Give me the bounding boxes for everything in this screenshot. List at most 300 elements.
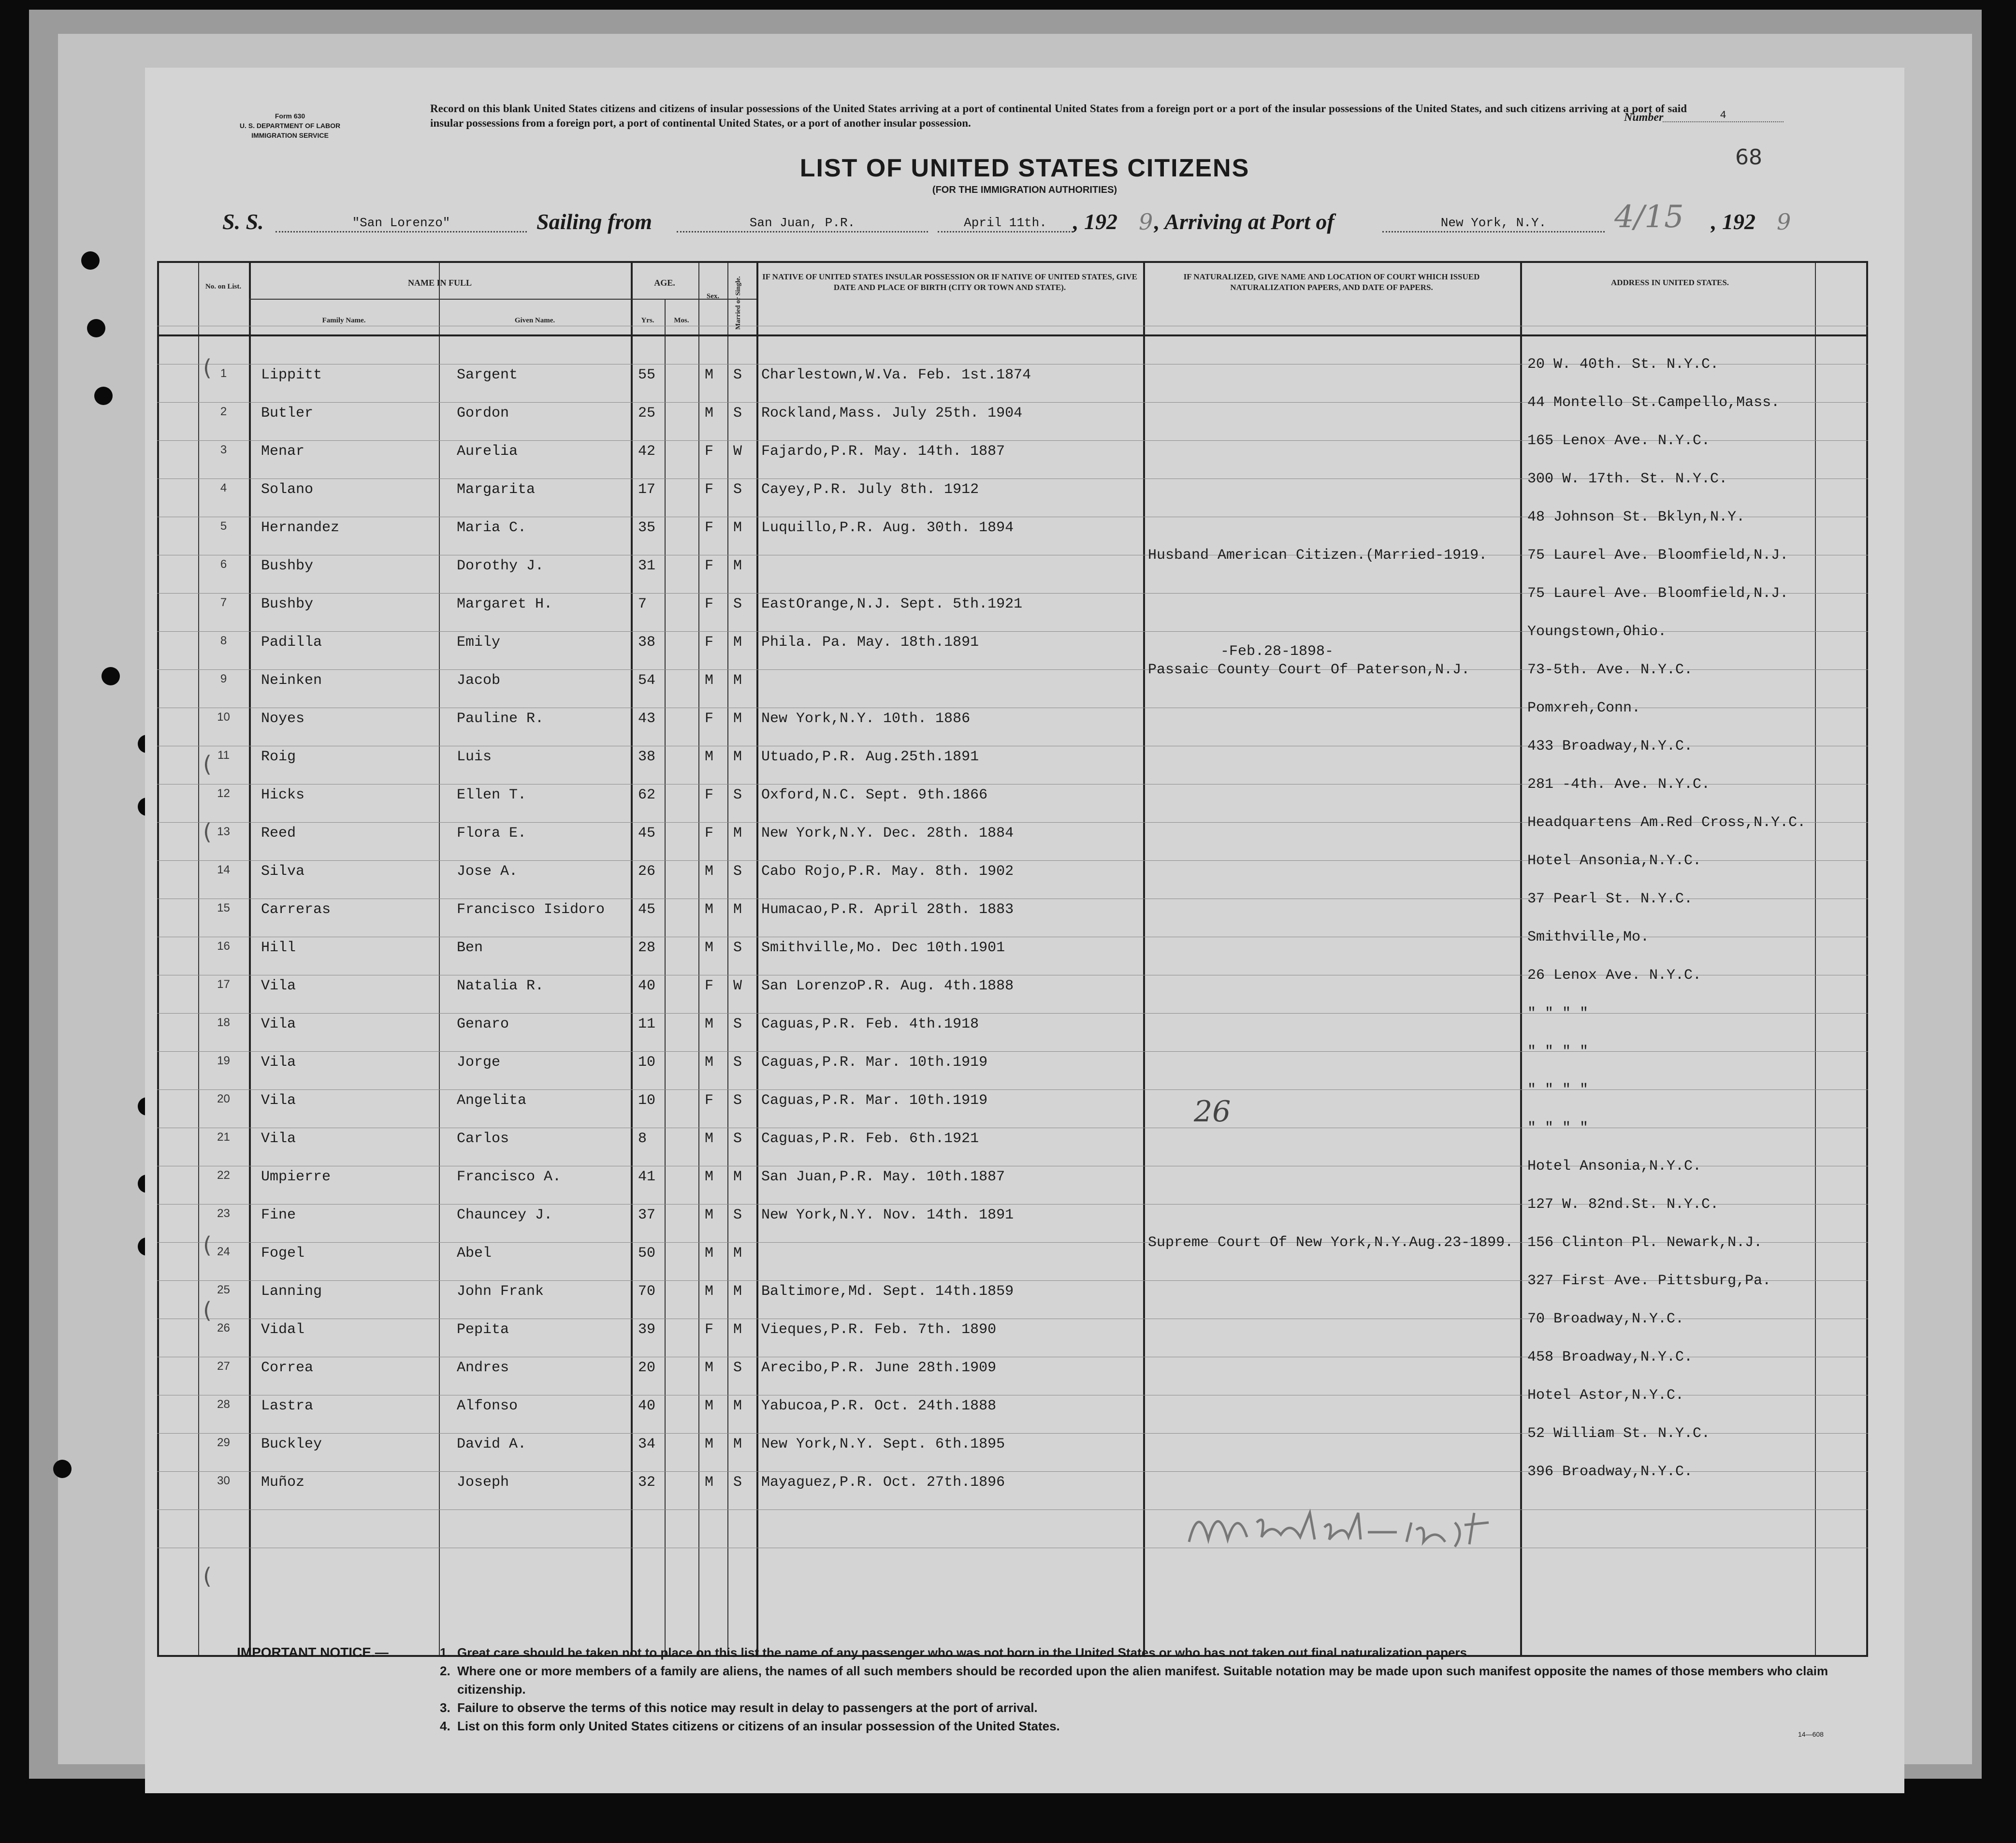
notice-item-text: Failure to observe the terms of this notice may result in delay to passengers at the port of arrival. — [457, 1700, 1038, 1715]
cell-addr: " " " " — [1527, 1044, 1589, 1060]
binder-hole — [87, 319, 105, 337]
cell-family: Hill — [261, 940, 296, 956]
cell-family: Vila — [261, 1131, 296, 1147]
cell-given: Jorge — [457, 1054, 501, 1071]
cell-ms: M — [733, 558, 742, 574]
cell-addr: 327 First Ave. Pittsburg,Pa. — [1527, 1273, 1771, 1289]
cell-yrs: 26 — [638, 863, 656, 880]
cell-no: 24 — [217, 1245, 230, 1258]
cell-addr: " " " " — [1527, 1082, 1589, 1098]
inspector-signature — [1184, 1494, 1503, 1556]
col-rule — [665, 299, 666, 1655]
header-address: ADDRESS IN UNITED STATES. — [1610, 278, 1729, 287]
header-bottom-rule — [157, 334, 1868, 336]
cell-addr: 20 W. 40th. St. N.Y.C. — [1527, 356, 1719, 373]
cell-given: Genaro — [457, 1016, 509, 1032]
cell-ms: M — [733, 711, 742, 727]
cell-ms: M — [733, 1283, 742, 1300]
cell-sex: F — [705, 711, 714, 727]
cell-no: 20 — [217, 1092, 230, 1105]
cell-no: 13 — [217, 825, 230, 838]
cell-family: Noyes — [261, 711, 305, 727]
year-digit-2: 9 — [1777, 209, 1791, 235]
col-rule — [698, 263, 699, 1655]
cell-ms: W — [733, 443, 742, 460]
sailing-port: San Juan, P.R. — [677, 216, 928, 232]
page-title: LIST OF UNITED STATES CITIZENS — [799, 154, 1250, 182]
cell-given: Ben — [457, 940, 483, 956]
service-name: IMMIGRATION SERVICE — [251, 131, 329, 139]
cell-family: Lanning — [261, 1283, 322, 1300]
cell-yrs: 50 — [638, 1245, 656, 1262]
cell-no: 26 — [217, 1321, 230, 1335]
cell-sex: M — [705, 672, 714, 689]
cell-no: 10 — [217, 711, 230, 724]
cell-birth: New York,N.Y. 10th. 1886 — [761, 711, 971, 727]
cell-no: 2 — [220, 405, 227, 418]
col-rule — [157, 263, 159, 1655]
passenger-table — [157, 261, 1868, 1657]
cell-birth: Caguas,P.R. Mar. 10th.1919 — [761, 1054, 988, 1071]
cell-no: 7 — [220, 596, 227, 609]
cell-sex: M — [705, 1169, 714, 1185]
cell-yrs: 45 — [638, 901, 656, 918]
cell-sex: F — [705, 978, 714, 994]
cell-birth: EastOrange,N.J. Sept. 5th.1921 — [761, 596, 1023, 612]
cell-addr: 48 Johnson St. Bklyn,N.Y. — [1527, 509, 1745, 525]
cell-no: 16 — [217, 940, 230, 953]
cell-ms: S — [733, 481, 742, 498]
cell-addr: 458 Broadway,N.Y.C. — [1527, 1349, 1693, 1365]
notice-item-number: 2. — [440, 1664, 450, 1678]
cell-birth: Utuado,P.R. Aug.25th.1891 — [761, 749, 979, 765]
cell-addr: 281 -4th. Ave. N.Y.C. — [1527, 776, 1711, 793]
cell-yrs: 35 — [638, 520, 656, 536]
ss-label: S. S. — [222, 209, 264, 234]
cell-yrs: 55 — [638, 367, 656, 383]
cell-family: Lastra — [261, 1398, 314, 1414]
header-no: No. on List. — [205, 283, 242, 290]
cell-family: Vila — [261, 1092, 296, 1109]
cell-ms: S — [733, 1474, 742, 1491]
cell-given: Chauncey J. — [457, 1207, 553, 1223]
cell-yrs: 40 — [638, 1398, 656, 1414]
cell-birth: New York,N.Y. Sept. 6th.1895 — [761, 1436, 1005, 1452]
form-identifier — [189, 111, 392, 140]
cell-given: Andres — [457, 1360, 509, 1376]
cell-no: 14 — [217, 863, 230, 876]
cell-addr: Hotel Ansonia,N.Y.C. — [1527, 853, 1702, 869]
cell-family: Muñoz — [261, 1474, 305, 1491]
cell-given: Maria C. — [457, 520, 527, 536]
cell-birth: Rockland,Mass. July 25th. 1904 — [761, 405, 1023, 421]
cell-yrs: 37 — [638, 1207, 656, 1223]
cell-sex: M — [705, 1016, 714, 1032]
cell-given: Gordon — [457, 405, 509, 421]
cell-nat: Passaic County Court Of Paterson,N.J. — [1148, 662, 1470, 678]
cell-ms: W — [733, 978, 742, 994]
cell-given: Flora E. — [457, 825, 527, 842]
cell-sex: F — [705, 596, 714, 612]
cell-nat: Supreme Court Of New York,N.Y.Aug.23-1899. — [1148, 1234, 1514, 1251]
cell-given: Jacob — [457, 672, 501, 689]
cell-no: 3 — [220, 443, 227, 456]
cell-given: Aurelia — [457, 443, 518, 460]
cell-addr: 37 Pearl St. N.Y.C. — [1527, 891, 1693, 907]
cell-no: 18 — [217, 1016, 230, 1029]
cell-family: Solano — [261, 481, 314, 498]
manifest-page — [145, 68, 1904, 1793]
cell-sex: M — [705, 405, 714, 421]
cell-addr: 44 Montello St.Campello,Mass. — [1527, 394, 1780, 411]
cell-ms: S — [733, 1054, 742, 1071]
cell-given: Francisco Isidoro — [457, 901, 605, 918]
cell-nat: Husband American Citizen.(Married-1919. — [1148, 547, 1488, 564]
cell-yrs: 10 — [638, 1092, 656, 1109]
cell-given: Abel — [457, 1245, 492, 1262]
cell-family: Bushby — [261, 558, 314, 574]
cell-family: Butler — [261, 405, 314, 421]
cell-family: Hernandez — [261, 520, 340, 536]
cell-given: Margarita — [457, 481, 536, 498]
cell-yrs: 17 — [638, 481, 656, 498]
cell-no: 17 — [217, 978, 230, 991]
cell-sex: M — [705, 1398, 714, 1414]
cell-addr: 300 W. 17th. St. N.Y.C. — [1527, 471, 1728, 487]
cell-family: Menar — [261, 443, 305, 460]
cell-given: Joseph — [457, 1474, 509, 1491]
cell-birth: Cabo Rojo,P.R. May. 8th. 1902 — [761, 863, 1014, 880]
col-rule — [249, 263, 251, 1655]
cell-sex: F — [705, 558, 714, 574]
cell-no: 1 — [220, 367, 227, 380]
header-age: AGE. — [654, 278, 675, 288]
number-value: 4 — [1663, 109, 1784, 122]
cell-sex: F — [705, 634, 714, 651]
cell-ms: S — [733, 1092, 742, 1109]
cell-ms: M — [733, 825, 742, 842]
cell-given: Luis — [457, 749, 492, 765]
notice-item-number: 1. — [440, 1645, 450, 1660]
notice-item-text: List on this form only United States citizens or citizens of an insular possession of the United States. — [457, 1719, 1060, 1733]
cell-birth: Humacao,P.R. April 28th. 1883 — [761, 901, 1014, 918]
cell-given: Emily — [457, 634, 501, 651]
cell-birth: Oxford,N.C. Sept. 9th.1866 — [761, 787, 988, 803]
cell-addr: 75 Laurel Ave. Bloomfield,N.J. — [1527, 547, 1789, 564]
cell-no: 8 — [220, 634, 227, 647]
cell-yrs: 45 — [638, 825, 656, 842]
cell-yrs: 7 — [638, 596, 647, 612]
cell-ms: M — [733, 1245, 742, 1262]
cell-birth: Caguas,P.R. Feb. 4th.1918 — [761, 1016, 979, 1032]
cell-sex: M — [705, 1474, 714, 1491]
cell-sex: M — [705, 367, 714, 383]
notice-item-text: Great care should be taken not to place on this list the name of any passenger who was not born in the United States or who has not taken out final naturalization papers. — [457, 1645, 1471, 1660]
cell-given: Jose A. — [457, 863, 518, 880]
cell-yrs: 34 — [638, 1436, 656, 1452]
cell-no: 5 — [220, 520, 227, 533]
cell-ms: M — [733, 1398, 742, 1414]
cell-yrs: 20 — [638, 1360, 656, 1376]
cell-yrs: 54 — [638, 672, 656, 689]
cell-ms: S — [733, 1016, 742, 1032]
year-label-1: , 192 — [1073, 209, 1117, 234]
cell-addr: Hotel Ansonia,N.Y.C. — [1527, 1158, 1702, 1175]
cell-given: Ellen T. — [457, 787, 527, 803]
cell-no: 12 — [217, 787, 230, 800]
cell-no: 4 — [220, 481, 227, 494]
cell-birth: Fajardo,P.R. May. 14th. 1887 — [761, 443, 1005, 460]
cell-no: 11 — [218, 749, 230, 762]
cell-addr: 156 Clinton Pl. Newark,N.J. — [1527, 1234, 1763, 1251]
cell-given: Margaret H. — [457, 596, 553, 612]
cell-given: Pepita — [457, 1321, 509, 1338]
cell-family: Vila — [261, 978, 296, 994]
cell-sex: M — [705, 1054, 714, 1071]
cell-no: 15 — [217, 901, 230, 914]
cell-birth: Phila. Pa. May. 18th.1891 — [761, 634, 979, 651]
cell-given: Francisco A. — [457, 1169, 562, 1185]
form-number: Form 630 — [275, 112, 305, 120]
cell-ms: S — [733, 596, 742, 612]
row-rule — [157, 1509, 1868, 1510]
corner-stamp: 68 — [1735, 145, 1762, 170]
col-rule — [1520, 263, 1522, 1655]
handwritten-number: 26 — [1194, 1095, 1231, 1129]
cell-no: 23 — [217, 1207, 230, 1220]
header-naturalized: IF NATURALIZED, GIVE NAME AND LOCATION OF COURT WHICH ISSUED NATURALIZATION PAPERS, AND DATE OF PAPERS. — [1183, 272, 1480, 292]
cell-yrs: 31 — [638, 558, 656, 574]
cell-family: Correa — [261, 1360, 314, 1376]
cell-birth: Caguas,P.R. Mar. 10th.1919 — [761, 1092, 988, 1109]
bracket-mark: ( — [203, 355, 212, 381]
cell-sex: F — [705, 825, 714, 842]
cell-given: Angelita — [457, 1092, 527, 1109]
cell-given: Dorothy J. — [457, 558, 544, 574]
cell-yrs: 40 — [638, 978, 656, 994]
cell-family: Fogel — [261, 1245, 305, 1262]
cell-addr: " " " " — [1527, 1005, 1589, 1022]
cell-addr: 75 Laurel Ave. Bloomfield,N.J. — [1527, 585, 1789, 602]
cell-sex: M — [705, 749, 714, 765]
cell-yrs: 28 — [638, 940, 656, 956]
notice-item — [440, 1717, 1880, 1735]
cell-birth: Vieques,P.R. Feb. 7th. 1890 — [761, 1321, 997, 1338]
year-digit-1: 9 — [1139, 209, 1153, 235]
cell-birth: New York,N.Y. Dec. 28th. 1884 — [761, 825, 1014, 842]
cell-family: Umpierre — [261, 1169, 331, 1185]
notice-item — [440, 1698, 1880, 1717]
cell-birth: Cayey,P.R. July 8th. 1912 — [761, 481, 979, 498]
cell-yrs: 32 — [638, 1474, 656, 1491]
col-rule — [439, 263, 440, 1655]
header-married-single: Married or Single. — [735, 276, 742, 330]
sailing-date: April 11th. — [938, 216, 1073, 232]
cell-family: Reed — [261, 825, 296, 842]
cell-addr: 396 Broadway,N.Y.C. — [1527, 1464, 1693, 1480]
cell-family: Vidal — [261, 1321, 305, 1338]
cell-sex: M — [705, 940, 714, 956]
cell-ms: M — [733, 1169, 742, 1185]
header-divider — [249, 299, 756, 300]
header-birth: IF NATIVE OF UNITED STATES INSULAR POSSESSION OR IF NATIVE OF UNITED STATES, GIVE DATE AND PLACE OF BIRTH (CITY OR TOWN AND STATE). — [762, 272, 1137, 292]
cell-yrs: 38 — [638, 634, 656, 651]
header-given-name: Given Name. — [514, 317, 555, 324]
record-instructions: Record on this blank United States citizens and citizens of insular possessions of the United States arriving at a port of continental United States from a foreign port or a port of the insular possessions of the United States, and such citizens arriving at a port of said insular possessions from a foreign port, a port of continental United States, or a port of another insular possession. — [430, 102, 1687, 129]
notice-items — [440, 1643, 1880, 1735]
cell-sex: F — [705, 787, 714, 803]
cell-yrs: 10 — [638, 1054, 656, 1071]
sailing-label: Sailing from — [537, 209, 653, 234]
cell-addr: 73-5th. Ave. N.Y.C. — [1527, 662, 1693, 678]
cell-family: Vila — [261, 1054, 296, 1071]
cell-ms: S — [733, 405, 742, 421]
cell-addr: Pomxreh,Conn. — [1527, 700, 1641, 716]
header-family-name: Family Name. — [322, 317, 366, 324]
cell-no: 25 — [217, 1283, 230, 1296]
cell-yrs: 62 — [638, 787, 656, 803]
bracket-mark: ( — [203, 1232, 212, 1258]
notice-lead: IMPORTANT NOTICE.— — [237, 1645, 389, 1660]
cell-birth: Caguas,P.R. Feb. 6th.1921 — [761, 1131, 979, 1147]
page-subtitle: (FOR THE IMMIGRATION AUTHORITIES) — [932, 185, 1117, 195]
cell-birth: Baltimore,Md. Sept. 14th.1859 — [761, 1283, 1014, 1300]
cell-given: Pauline R. — [457, 711, 544, 727]
notice-item-number: 3. — [440, 1700, 450, 1715]
cell-sex: F — [705, 520, 714, 536]
cell-ms: S — [733, 863, 742, 880]
cell-yrs: 42 — [638, 443, 656, 460]
cell-sex: F — [705, 1321, 714, 1338]
cell-no: 30 — [217, 1474, 230, 1487]
cell-birth: Arecibo,P.R. June 28th.1909 — [761, 1360, 997, 1376]
cell-ms: S — [733, 1360, 742, 1376]
cell-addr: 26 Lenox Ave. N.Y.C. — [1527, 967, 1702, 984]
cell-ms: M — [733, 1436, 742, 1452]
cell-family: Bushby — [261, 596, 314, 612]
cell-given: David A. — [457, 1436, 527, 1452]
cell-yrs: 41 — [638, 1169, 656, 1185]
cell-birth: Charlestown,W.Va. Feb. 1st.1874 — [761, 367, 1031, 383]
cell-family: Hicks — [261, 787, 305, 803]
cell-addr: Hotel Astor,N.Y.C. — [1527, 1387, 1684, 1404]
cell-given: Carlos — [457, 1131, 509, 1147]
cell-sex: M — [705, 1360, 714, 1376]
header-sex: Sex. — [706, 292, 720, 300]
cell-sex: M — [705, 1207, 714, 1223]
cell-ms: S — [733, 940, 742, 956]
cell-family: Lippitt — [261, 367, 322, 383]
row-rule — [157, 1089, 1868, 1090]
cell-sex: M — [705, 1131, 714, 1147]
cell-ms: S — [733, 367, 742, 383]
row-rule — [157, 1013, 1868, 1014]
cell-ms: M — [733, 901, 742, 918]
cell-ms: M — [733, 1321, 742, 1338]
cell-given: Natalia R. — [457, 978, 544, 994]
cell-no: 27 — [217, 1360, 230, 1373]
number-label: Number — [1624, 111, 1664, 124]
cell-family: Roig — [261, 749, 296, 765]
cell-family: Carreras — [261, 901, 331, 918]
notice-item — [440, 1643, 1880, 1662]
notice-item-number: 4. — [440, 1719, 450, 1733]
cell-ms: M — [733, 749, 742, 765]
cell-addr: 52 William St. N.Y.C. — [1527, 1425, 1711, 1442]
col-rule — [631, 263, 633, 1655]
cell-birth: San Juan,P.R. May. 10th.1887 — [761, 1169, 1005, 1185]
cell-birth: Yabucoa,P.R. Oct. 24th.1888 — [761, 1398, 997, 1414]
cell-ms: S — [733, 787, 742, 803]
bracket-mark: ( — [203, 819, 212, 845]
cell-no: 29 — [217, 1436, 230, 1449]
cell-birth: New York,N.Y. Nov. 14th. 1891 — [761, 1207, 1014, 1223]
cell-ms: M — [733, 672, 742, 689]
cell-nat-date: -Feb.28-1898- — [1220, 643, 1334, 660]
cell-given: Sargent — [457, 367, 518, 383]
cell-addr: Youngstown,Ohio. — [1527, 624, 1667, 640]
cell-addr: Smithville,Mo. — [1527, 929, 1650, 945]
form-code: 14—608 — [1798, 1730, 1824, 1738]
cell-ms: S — [733, 1131, 742, 1147]
col-rule — [727, 263, 728, 1655]
binder-hole — [94, 387, 113, 405]
cell-family: Buckley — [261, 1436, 322, 1452]
binder-hole — [53, 1460, 72, 1478]
cell-addr: Headquartens Am.Red Cross,N.Y.C. — [1527, 814, 1806, 831]
cell-no: 22 — [217, 1169, 230, 1182]
cell-family: Neinken — [261, 672, 322, 689]
voyage-line — [222, 199, 1885, 238]
cell-addr: 127 W. 82nd.St. N.Y.C. — [1527, 1196, 1719, 1213]
cell-ms: M — [733, 520, 742, 536]
arrival-date-handwritten: 4/15 — [1614, 199, 1684, 235]
year-label-2: , 192 — [1711, 209, 1755, 234]
cell-no: 28 — [217, 1398, 230, 1411]
cell-addr: " " " " — [1527, 1120, 1589, 1136]
bracket-mark: ( — [203, 751, 212, 777]
cell-given: Alfonso — [457, 1398, 518, 1414]
col-rule — [1815, 263, 1816, 1655]
cell-family: Fine — [261, 1207, 296, 1223]
cell-sex: M — [705, 1245, 714, 1262]
bracket-mark: ( — [203, 1563, 212, 1589]
cell-birth: Mayaguez,P.R. Oct. 27th.1896 — [761, 1474, 1005, 1491]
ship-name: "San Lorenzo" — [276, 216, 527, 232]
cell-yrs: 70 — [638, 1283, 656, 1300]
col-rule — [1866, 263, 1868, 1655]
cell-no: 19 — [217, 1054, 230, 1067]
cell-birth: Smithville,Mo. Dec 10th.1901 — [761, 940, 1005, 956]
cell-addr: 433 Broadway,N.Y.C. — [1527, 738, 1693, 755]
header-mos: Mos. — [674, 317, 689, 324]
header-yrs: Yrs. — [641, 317, 654, 324]
cell-yrs: 39 — [638, 1321, 656, 1338]
cell-ms: S — [733, 1207, 742, 1223]
cell-family: Vila — [261, 1016, 296, 1032]
arriving-port: New York, N.Y. — [1382, 216, 1605, 232]
notice-item-text: Where one or more members of a family are aliens, the names of all such members should be recorded upon the alien manifest. Suitable notation may be made upon such manifest opposite the names of those members who claim citizenship. — [457, 1664, 1828, 1697]
header-name-in-full: NAME IN FULL — [407, 278, 472, 288]
binder-hole — [102, 667, 120, 685]
row-rule — [157, 1051, 1868, 1052]
col-rule — [1143, 263, 1145, 1655]
cell-sex: M — [705, 1283, 714, 1300]
cell-yrs: 43 — [638, 711, 656, 727]
binder-hole — [81, 251, 100, 270]
cell-yrs: 38 — [638, 749, 656, 765]
cell-no: 21 — [217, 1131, 230, 1144]
